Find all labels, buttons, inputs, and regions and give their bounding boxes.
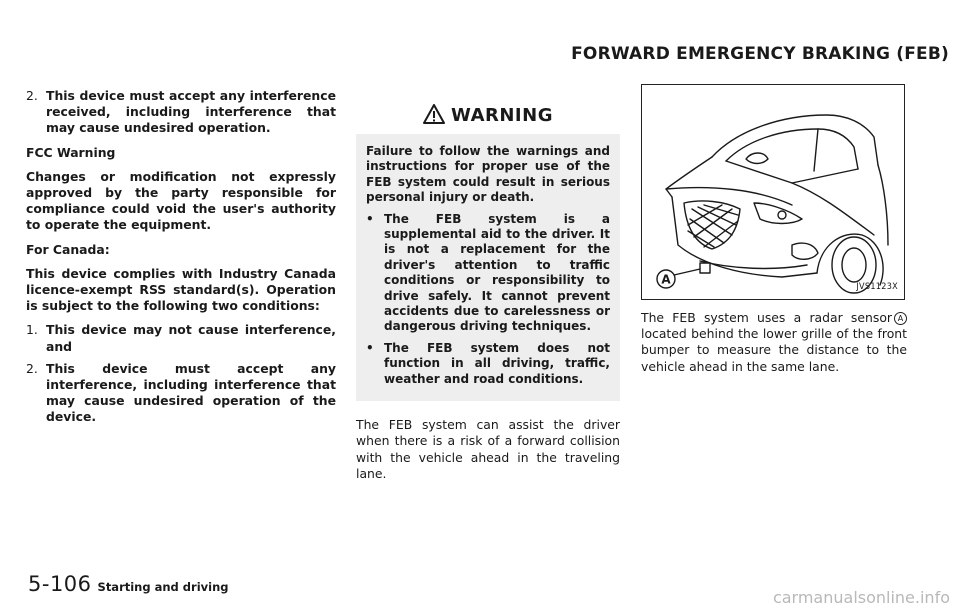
page-footer [28, 572, 229, 596]
radar-text-before: The FEB system uses a radar sensor [641, 310, 892, 325]
bullet-text: The FEB system does not function in all driving, traffic, weather and road conditions. [384, 340, 610, 386]
radar-callout: A [894, 312, 907, 325]
fcc-heading: FCC Warning [26, 144, 116, 160]
item-text: This device must accept any interference received, including interference that may cause undesired operation. [46, 88, 336, 136]
radar-text-after: located behind the lower grille of the front bumper to measure the distance to the vehicle ahead in the same lane. [641, 326, 907, 374]
item-text: This device may not cause interference, and [46, 322, 336, 354]
car-illustration [642, 85, 904, 298]
warning-triangle-icon [423, 104, 445, 124]
page-title: FORWARD EMERGENCY BRAKING (FEB) [571, 44, 949, 64]
figure-code: JVS1123X [856, 281, 898, 292]
figure-callout: A [661, 272, 671, 287]
list-item [26, 88, 336, 137]
fcc-text: Changes or modification not expressly approved by the party responsible for compliance could void the user's authority to operate the equipment. [26, 168, 336, 233]
vehicle-figure [641, 84, 905, 300]
column-middle [356, 88, 620, 494]
warning-bullet [366, 341, 610, 387]
bullet-symbol: • [366, 211, 374, 226]
canada-heading: For Canada: [26, 241, 110, 257]
item-number: 2. [26, 88, 38, 103]
column-left [26, 88, 336, 426]
warning-title: WARNING [451, 105, 553, 126]
section-name: Starting and driving [97, 580, 229, 594]
item-text: This device must accept any interference, including interference that may cause undesired operation of the device. [46, 360, 336, 425]
warning-intro: Failure to follow the warnings and instructions for proper use of the FEB system could result in serious personal injury or death. [366, 144, 610, 205]
bullet-symbol: • [366, 340, 374, 355]
list-item [26, 361, 336, 426]
item-number: 2. [26, 360, 38, 376]
canada-text: This device complies with Industry Canada licence-exempt RSS standard(s). Operation is subject to the following two conditions: [26, 265, 336, 314]
feb-description: The FEB system can assist the driver when there is a risk of a forward collision with the vehicle ahead in the traveling lane. [356, 417, 620, 481]
page-number: 5-106 [28, 572, 92, 596]
bullet-text: The FEB system is a supplemental aid to the driver. It is not a replacement for the driver's attention to traffic conditions or responsibility to drive safely. It cannot prevent accidents due to carelessness or dangerous driving techniques. [384, 211, 610, 334]
radar-description [641, 310, 907, 375]
warning-bullet [366, 212, 610, 335]
column-right [641, 88, 907, 383]
item-number: 1. [26, 322, 38, 338]
watermark: carmanualsonline.info [772, 588, 950, 607]
warning-heading [356, 98, 620, 134]
list-item [26, 322, 336, 354]
warning-box [356, 134, 620, 401]
